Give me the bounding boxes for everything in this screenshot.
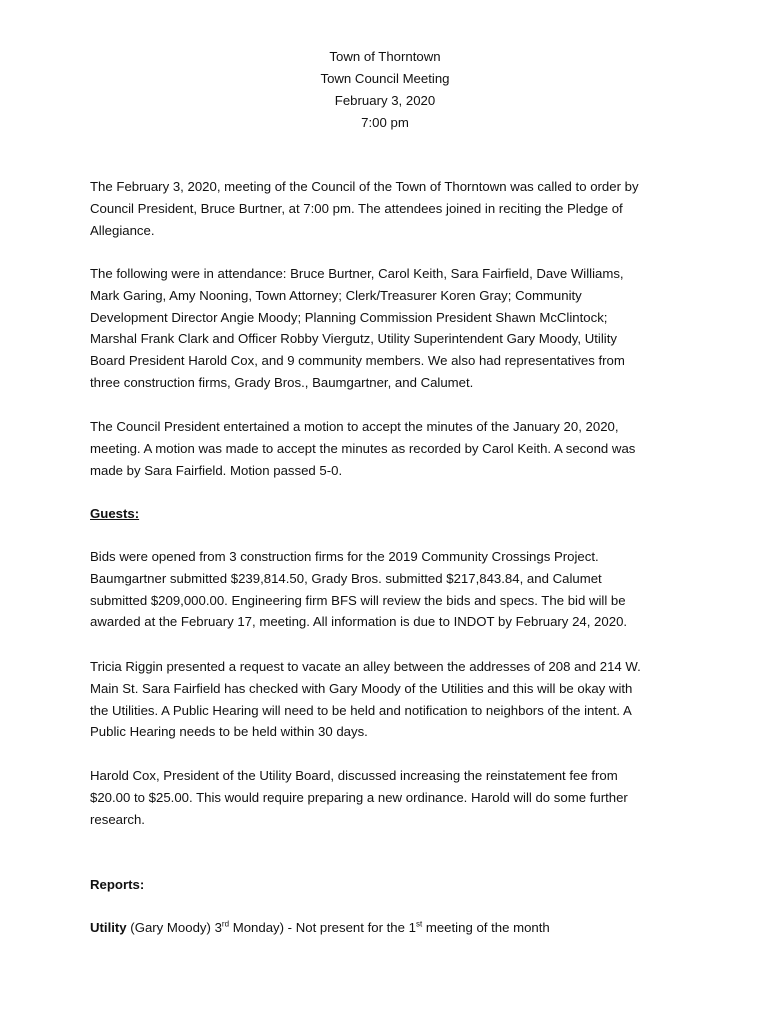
paragraph-line: The following were in attendance: Bruce Burtner, Carol Keith, Sara Fairfield, Dave Williams, (90, 266, 624, 281)
bids-paragraph (90, 546, 690, 633)
paragraph-line: Board President Harold Cox, and 9 community members. We also had representatives from (90, 353, 625, 369)
call-to-order-paragraph (90, 176, 690, 241)
paragraph-line: Main St. Sara Fairfield has checked with Gary Moody of the Utilities and this will be okay with (90, 680, 633, 696)
paragraph-line: meeting. A motion was made to accept the minutes as recorded by Carol Keith. A second was (90, 440, 636, 456)
attendance-paragraph (90, 263, 690, 394)
alley-paragraph (90, 656, 690, 743)
paragraph-line: Public Hearing needs to be held within 30 days. (90, 724, 368, 740)
paragraph-line: Council President, Bruce Burtner, at 7:00 pm. The attendees joined in reciting the Pledge of (90, 200, 623, 216)
header-town-name: Town of Thorntown (329, 49, 441, 64)
paragraph-line: Bids were opened from 3 construction firms for the 2019 Community Crossings Project. (90, 549, 599, 564)
ordinal-suffix: st (415, 919, 423, 929)
paragraph-line: submitted $209,000.00. Engineering firm BFS will review the bids and specs. The bid will be (90, 592, 626, 608)
utility-label: Utility (90, 920, 127, 935)
header-meeting-time: 7:00 pm (361, 115, 409, 130)
paragraph-line: The Council President entertained a motion to accept the minutes of the January 20, 2020, (90, 419, 619, 434)
paragraph-line: three construction firms, Grady Bros., Baumgartner, and Calumet. (90, 374, 474, 390)
paragraph-line: Mark Garing, Amy Nooning, Town Attorney; Clerk/Treasurer Koren Gray; Community (90, 287, 582, 303)
paragraph-line: made by Sara Fairfield. Motion passed 5-0. (90, 462, 343, 478)
paragraph-line: the Utilities. A Public Hearing will need to be held and notification to neighbors of the intent. A (90, 702, 632, 718)
document-header (0, 46, 770, 134)
utility-report-line (90, 917, 550, 939)
reinstatement-fee-paragraph (90, 765, 690, 830)
paragraph-line: Harold Cox, President of the Utility Board, discussed increasing the reinstatement fee from (90, 768, 618, 783)
paragraph-line: Allegiance. (90, 222, 155, 238)
paragraph-line: Development Director Angie Moody; Planning Commission President Shawn McClintock; (90, 309, 608, 325)
header-meeting-title: Town Council Meeting (320, 71, 450, 86)
paragraph-line: Marshal Frank Clark and Officer Robby Viergutz, Utility Superintendent Gary Moody, Utility (90, 331, 617, 347)
paragraph-line: Baumgartner submitted $239,814.50, Grady Bros. submitted $217,843.84, and Calumet (90, 570, 602, 586)
minutes-paragraph (90, 416, 690, 481)
paragraph-line: Tricia Riggin presented a request to vacate an alley between the addresses of 208 and 214 W. (90, 659, 641, 674)
ordinal-suffix: rd (221, 919, 230, 929)
paragraph-line: The February 3, 2020, meeting of the Council of the Town of Thorntown was called to order by (90, 179, 639, 194)
utility-text-part: (Gary Moody) 3 (126, 920, 222, 935)
paragraph-line: $20.00 to $25.00. This would require preparing a new ordinance. Harold will do some further (90, 789, 628, 805)
paragraph-line: research. (90, 811, 145, 827)
utility-text-part: meeting of the month (422, 920, 550, 935)
utility-text-part: Monday) - Not present for the 1 (229, 920, 416, 935)
paragraph-line: awarded at the February 17, meeting. All information is due to INDOT by February 24, 2020. (90, 614, 628, 630)
reports-heading: Reports: (90, 877, 145, 892)
guests-heading: Guests: (90, 506, 140, 521)
header-meeting-date: February 3, 2020 (334, 93, 436, 108)
